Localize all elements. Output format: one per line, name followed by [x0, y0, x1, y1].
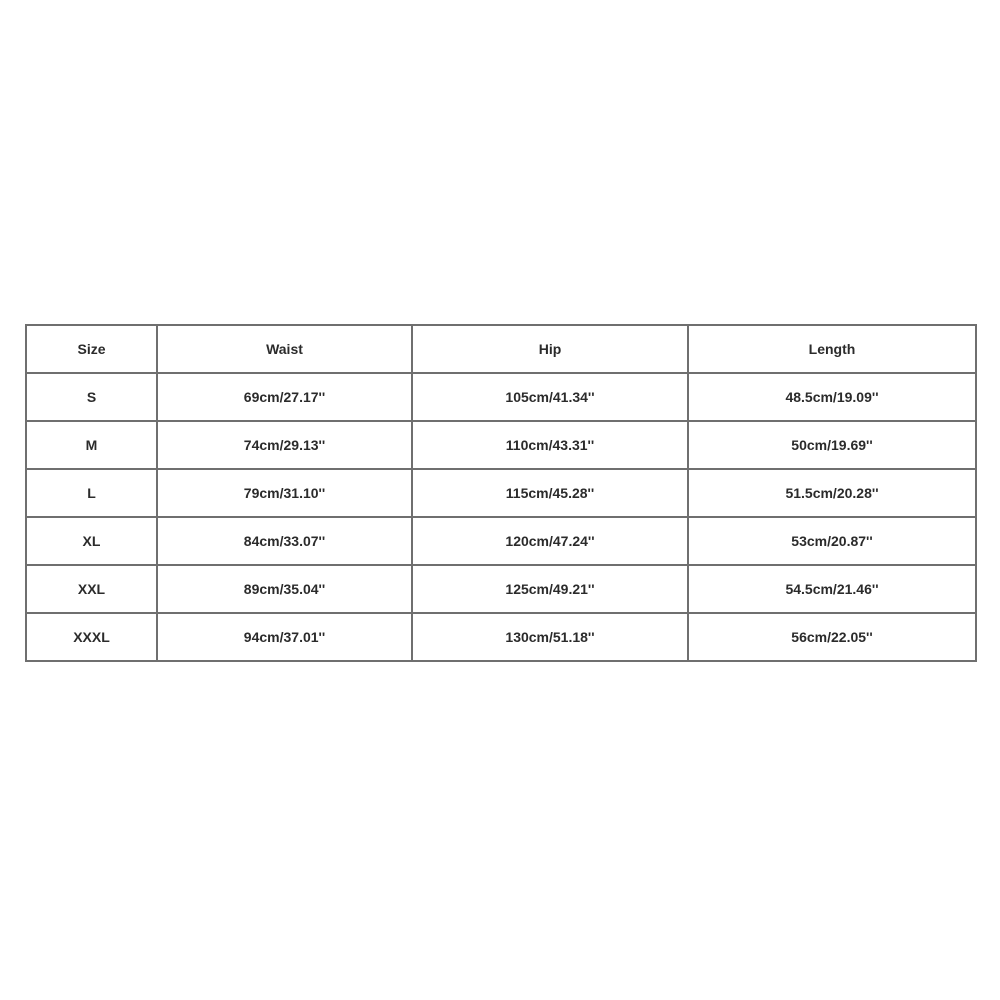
- cell-length: 56cm/22.05'': [688, 613, 976, 661]
- header-hip: Hip: [412, 325, 688, 373]
- table-row: [26, 373, 976, 421]
- cell-size: L: [26, 469, 157, 517]
- cell-hip: 115cm/45.28'': [412, 469, 688, 517]
- cell-hip: 120cm/47.24'': [412, 517, 688, 565]
- table-row: [26, 469, 976, 517]
- cell-size: XXXL: [26, 613, 157, 661]
- table-row: [26, 421, 976, 469]
- cell-waist: 89cm/35.04'': [157, 565, 412, 613]
- cell-size: XXL: [26, 565, 157, 613]
- header-waist: Waist: [157, 325, 412, 373]
- cell-waist: 79cm/31.10'': [157, 469, 412, 517]
- cell-length: 50cm/19.69'': [688, 421, 976, 469]
- cell-length: 54.5cm/21.46'': [688, 565, 976, 613]
- cell-waist: 69cm/27.17'': [157, 373, 412, 421]
- cell-size: M: [26, 421, 157, 469]
- cell-size: XL: [26, 517, 157, 565]
- table-row: [26, 613, 976, 661]
- cell-length: 53cm/20.87'': [688, 517, 976, 565]
- cell-hip: 125cm/49.21'': [412, 565, 688, 613]
- cell-hip: 130cm/51.18'': [412, 613, 688, 661]
- table-row: [26, 517, 976, 565]
- header-length: Length: [688, 325, 976, 373]
- cell-length: 51.5cm/20.28'': [688, 469, 976, 517]
- cell-length: 48.5cm/19.09'': [688, 373, 976, 421]
- size-chart-table: [25, 324, 977, 662]
- cell-waist: 84cm/33.07'': [157, 517, 412, 565]
- cell-hip: 105cm/41.34'': [412, 373, 688, 421]
- cell-hip: 110cm/43.31'': [412, 421, 688, 469]
- table-header-row: [26, 325, 976, 373]
- cell-waist: 94cm/37.01'': [157, 613, 412, 661]
- cell-size: S: [26, 373, 157, 421]
- table-row: [26, 565, 976, 613]
- header-size: Size: [26, 325, 157, 373]
- cell-waist: 74cm/29.13'': [157, 421, 412, 469]
